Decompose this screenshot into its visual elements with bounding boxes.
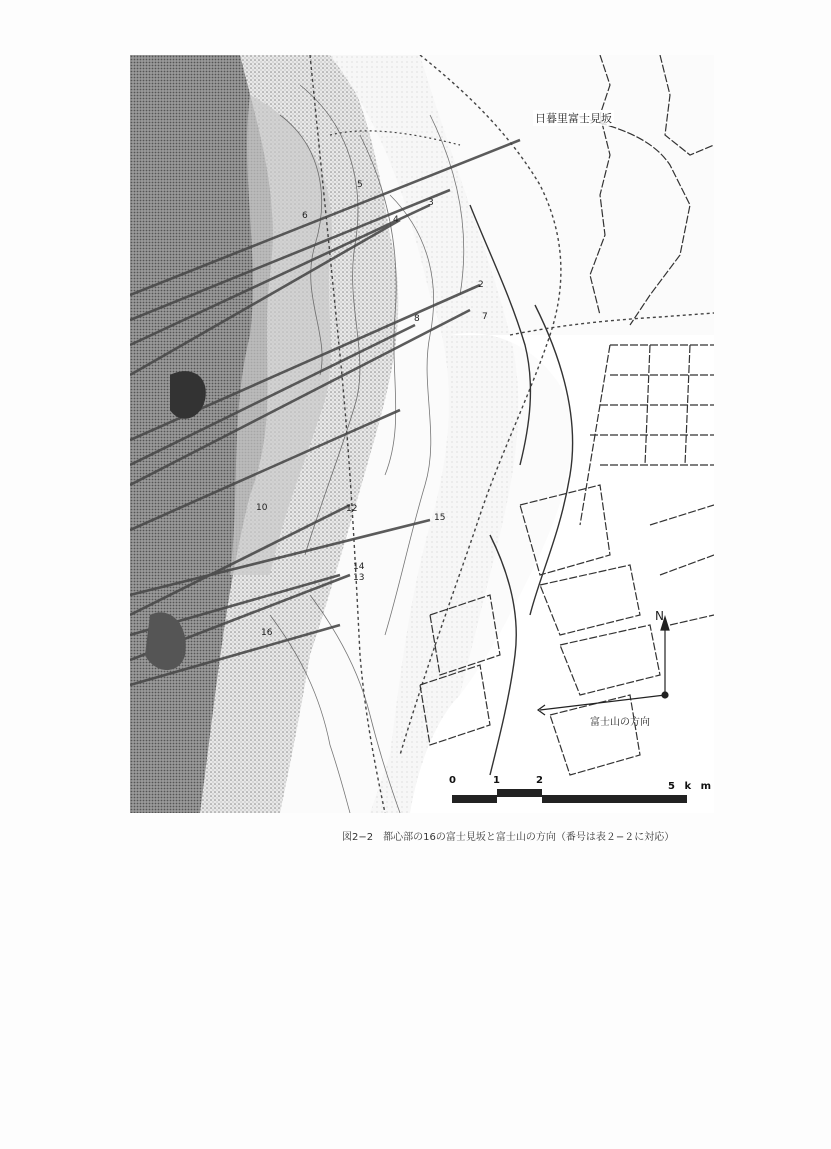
scale-tick-2: 2 xyxy=(536,775,543,786)
slope-marker-7: 7 xyxy=(482,312,488,322)
slope-marker-13: 13 xyxy=(353,573,365,583)
north-label: N xyxy=(655,609,664,623)
slope-marker-5: 5 xyxy=(357,180,363,190)
slope-marker-4: 4 xyxy=(393,215,399,225)
fuji-direction-label: 富士山の方向 xyxy=(590,717,650,728)
slope-marker-2: 2 xyxy=(478,280,484,290)
slope-marker-10: 10 xyxy=(256,503,268,513)
scale-unit: 5 k m xyxy=(668,781,714,792)
slope-marker-12: 12 xyxy=(346,504,358,514)
slope-marker-15: 15 xyxy=(434,513,446,523)
slope-marker-16: 16 xyxy=(261,628,273,638)
slope-marker-6: 6 xyxy=(302,211,308,221)
scale-tick-1: 1 xyxy=(493,775,500,786)
slope-marker-3: 3 xyxy=(428,198,434,208)
slope-marker-8: 8 xyxy=(414,314,420,324)
nippori-fujimizaka-label: 日暮里富士見坂 xyxy=(535,112,612,125)
figure-caption: 図2−2 都心部の16の富士見坂と富士山の方向（番号は表２−２に対応） xyxy=(342,832,675,843)
scale-tick-0: 0 xyxy=(449,775,456,786)
slope-marker-14: 14 xyxy=(353,562,365,572)
topographic-map xyxy=(130,55,714,813)
